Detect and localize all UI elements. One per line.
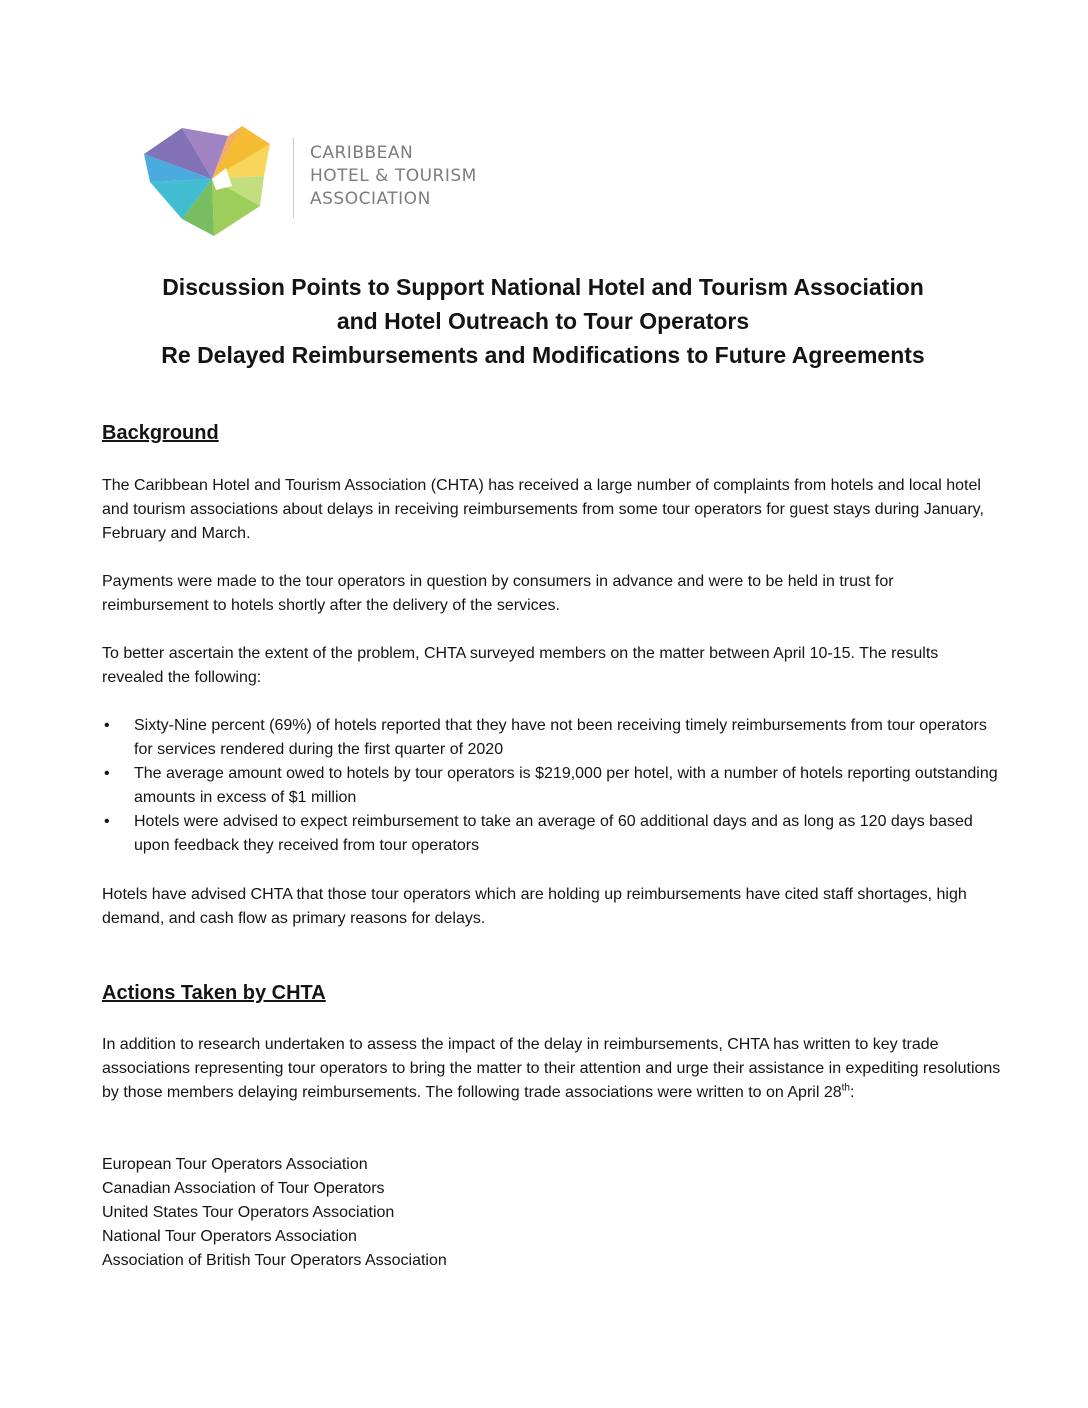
actions-paragraph	[102, 1033, 1002, 1105]
title-line-3: Re Delayed Reimbursements and Modifications to Future Agreements	[161, 342, 925, 368]
list-item	[102, 810, 1002, 858]
trade-associations-list	[102, 1153, 447, 1273]
title-line-1: Discussion Points to Support National Hotel and Tourism Association	[162, 274, 924, 300]
logo-line-3: ASSOCIATION	[310, 189, 431, 209]
background-paragraph-4: Hotels have advised CHTA that those tour operators which are holding up reimbursements have cited staff shortages, high demand, and cash flow as primary reasons for delays.	[102, 886, 967, 927]
list-item: United States Tour Operators Association	[102, 1204, 395, 1221]
background-paragraph-2: Payments were made to the tour operators in question by consumers in advance and were to be held in trust for reimbursement to hotels shortly after the delivery of the services.	[102, 573, 894, 614]
list-item	[102, 714, 1002, 762]
list-item: Association of British Tour Operators Association	[102, 1252, 447, 1269]
background-paragraph-3: To better ascertain the extent of the problem, CHTA surveyed members on the matter between April 10-15. The results revealed the following:	[102, 645, 939, 686]
list-item-text: The average amount owed to hotels by tour operators is $219,000 per hotel, with a number of hotels reporting outstanding amounts in excess of $1 million	[134, 765, 998, 806]
actions-paragraph-end: :	[849, 1084, 855, 1101]
background-heading: Background	[102, 422, 219, 444]
bullet-icon: •	[104, 717, 110, 734]
chta-star-icon	[142, 124, 282, 239]
chta-logo	[142, 124, 492, 239]
list-item-text: Hotels were advised to expect reimbursement to take an average of 60 additional days and as long as 120 days based upon feedback they received from tour operators	[134, 813, 973, 854]
bullet-icon: •	[104, 765, 110, 782]
actions-paragraph-text: In addition to research undertaken to assess the impact of the delay in reimbursements, CHTA has written to key trade associations representing tour operators to bring the matter to their attention and urge their assistance in expediting resolutions by those members delaying reimbursements. The following trade associations were written to on April 28	[102, 1036, 1001, 1101]
logo-wordmark	[310, 142, 477, 211]
list-item: National Tour Operators Association	[102, 1228, 357, 1245]
bullet-icon: •	[104, 813, 110, 830]
logo-divider	[293, 138, 294, 218]
list-item: European Tour Operators Association	[102, 1156, 368, 1173]
list-item: Canadian Association of Tour Operators	[102, 1180, 385, 1197]
logo-line-2: HOTEL & TOURISM	[310, 166, 477, 186]
background-paragraph-1: The Caribbean Hotel and Tourism Association (CHTA) has received a large number of complaints from hotels and local hotel and tourism associations about delays in receiving reimbursements from some tour operators for guest stays during January, February and March.	[102, 477, 984, 542]
title-line-2: and Hotel Outreach to Tour Operators	[336, 308, 750, 334]
actions-heading: Actions Taken by CHTA	[102, 982, 326, 1004]
list-item	[102, 762, 1002, 810]
list-item-text: Sixty-Nine percent (69%) of hotels reported that they have not been receiving timely reimbursements from tour operators for services rendered during the first quarter of 2020	[134, 717, 987, 758]
ordinal-suffix: th	[841, 1082, 850, 1094]
logo-line-1: CARIBBEAN	[310, 143, 414, 163]
document-title	[60, 270, 1026, 372]
survey-results-list	[102, 714, 1002, 858]
